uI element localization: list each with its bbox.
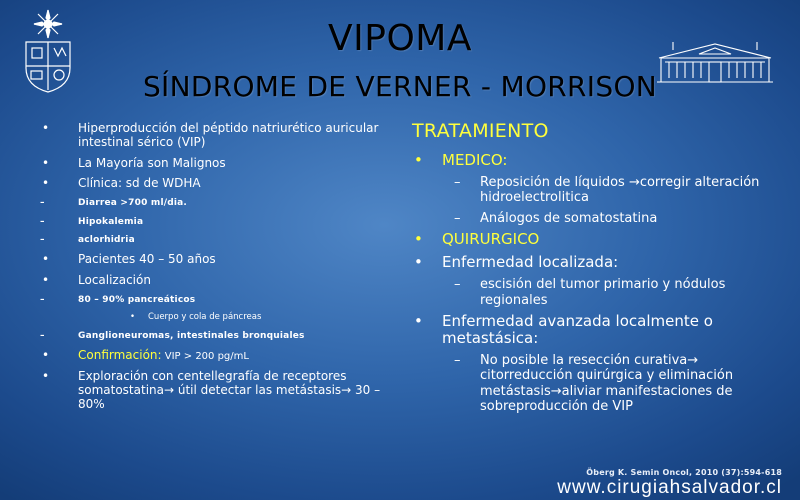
- list-subitem: – 80 – 90% pancreáticos: [40, 294, 196, 305]
- section-heading: TRATAMIENTO: [412, 120, 549, 142]
- list-item: • Localización: [42, 273, 151, 288]
- list-subsubitem: • Cuerpo y cola de páncreas: [130, 312, 262, 323]
- slide-title: VIPOMA: [328, 18, 472, 59]
- list-item: • Exploración con centellegrafía de receptores somatostatina→ útil detectar las metástasis→ 30 – 80%: [42, 369, 381, 411]
- list-item: • Hiperproducción del péptido natriurético auricular intestinal sérico (VIP): [42, 121, 379, 149]
- list-item: • Pacientes 40 – 50 años: [42, 252, 216, 267]
- list-subitem: – escisión del tumor primario y nódulos regionales: [454, 277, 726, 308]
- list-subitem: – Reposición de líquidos →corregir alteración hidroelectrolitica: [454, 175, 760, 206]
- citation: Öberg K. Semin Oncol, 2010 (37):594-618: [586, 468, 782, 477]
- right-column: [412, 120, 787, 419]
- left-column: [38, 122, 383, 418]
- list-item: • La Mayoría son Malignos: [42, 155, 226, 170]
- list-item: • MEDICO:: [414, 151, 508, 169]
- list-item: • Confirmación: VIP > 200 pg/mL: [42, 348, 249, 363]
- list-subitem: – Análogos de somatostatina: [454, 210, 658, 226]
- list-subitem: – Hipokalemia: [40, 216, 144, 227]
- list-item: • Clínica: sd de WDHA: [42, 176, 201, 191]
- slide-subtitle: SÍNDROME DE VERNER - MORRISON: [142, 70, 658, 103]
- list-subitem: – No posible la resección curativa→ citorreducción quirúrgica y eliminación metástasis→aliviar manifestaciones de sobreproducción de VIP: [454, 353, 734, 414]
- list-item: • QUIRURGICO: [414, 229, 540, 248]
- list-item: • Enfermedad localizada:: [414, 253, 619, 272]
- list-item: • Enfermedad avanzada localmente o metastásica:: [414, 311, 713, 348]
- list-subitem: – aclorhidria: [40, 234, 135, 245]
- list-subitem: – Diarrea >700 ml/dia.: [40, 198, 188, 209]
- list-subitem: – Ganglioneuromas, intestinales bronquiales: [40, 330, 305, 341]
- website-url: www.cirugiahsalvador.cl: [557, 477, 782, 498]
